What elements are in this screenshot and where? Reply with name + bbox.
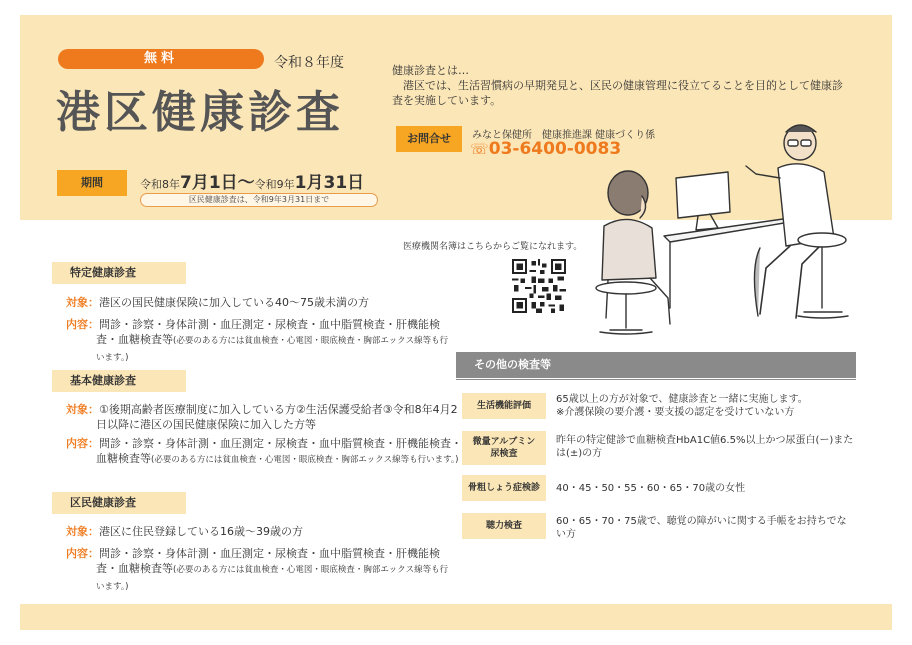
- exam-label: 骨粗しょう症検診: [462, 475, 546, 501]
- section-title-kumin: 区民健康診査: [52, 492, 186, 514]
- section-target: 対象：①後期高齢者医療制度に加入している方②生活保護受給者③令和8年4月2日以降に港区の国民健康保険に加入した方等: [66, 403, 458, 431]
- about-title: 健康診査とは…: [392, 64, 469, 77]
- exam-desc: 昨年の特定健診で血糖検査HbA1C値6.5%以上かつ尿蛋白(ー)または(±)の方: [556, 435, 854, 459]
- section-target: 対象：港区に住民登録している16歳〜39歳の方: [66, 525, 303, 538]
- period-range: 令和8年7月1日〜令和9年1月31日: [140, 173, 365, 193]
- section-title-kihon: 基本健康診査: [52, 370, 186, 392]
- exam-desc: 40・45・50・55・60・65・70歳の女性: [556, 483, 746, 494]
- section-content: 内容：問診・診察・身体計測・血圧測定・尿検査・血中脂質検査・肝機能検査・血糖検査等(必要のある方には貧血検査・心電図・眼底検査・胸部エックス線等も行います。): [66, 547, 449, 592]
- exam-label: 聴力検査: [462, 513, 546, 539]
- footer-band: [20, 604, 892, 630]
- section-target: 対象：港区の国民健康保険に加入している40〜75歳未満の方: [66, 296, 369, 309]
- exam-desc: 65歳以上の方が対象で、健康診査と一緒に実施します。 ※介護保険の要介護・要支援の認定を受けていない方: [556, 394, 808, 418]
- free-badge: 無料: [58, 49, 264, 69]
- section-title-tokutei: 特定健康診査: [52, 262, 186, 284]
- section-content: 内容：問診・診察・身体計測・血圧測定・尿検査・血中脂質検査・肝機能検査・血糖検査等(必要のある方には貧血検査・心電図・眼底検査・胸部エックス線等も行います。): [66, 437, 462, 465]
- medical-list-note: 医療機関名簿はこちらからご覧になれます。: [403, 242, 583, 252]
- exam-label: 微量アルブミン 尿検査: [462, 431, 546, 465]
- contact-department: みなと保健所 健康推進課 健康づくり係: [472, 130, 656, 141]
- exam-desc: 60・65・70・75歳で、聴覚の障がいに関する手帳をお持ちでない方: [556, 516, 847, 540]
- section-content: 内容：問診・診察・身体計測・血圧測定・尿検査・血中脂質検査・肝機能検査・血糖検査等(必要のある方には貧血検査・心電図・眼底検査・胸部エックス線等も行います。): [66, 318, 449, 363]
- about-body: 港区では、生活習慣病の早期発見と、区民の健康管理に役立てることを目的として健康診査を実施しています。: [392, 79, 843, 107]
- other-exams-title: その他の検査等: [456, 352, 856, 378]
- qr-code-icon[interactable]: [512, 259, 566, 313]
- divider: [456, 379, 856, 380]
- fiscal-year: 令和８年度: [274, 55, 344, 71]
- page-title: 港区健康診査: [56, 87, 344, 138]
- doctor-patient-illustration: [590, 118, 860, 348]
- period-label: 期間: [57, 170, 127, 196]
- contact-phone[interactable]: ☏03-6400-0083: [470, 139, 622, 159]
- phone-icon: ☏: [470, 140, 489, 158]
- period-note: 区民健康診査は、令和9年3月31日まで: [140, 193, 378, 207]
- exam-label: 生活機能評価: [462, 393, 546, 419]
- contact-label: お問合せ: [396, 126, 462, 152]
